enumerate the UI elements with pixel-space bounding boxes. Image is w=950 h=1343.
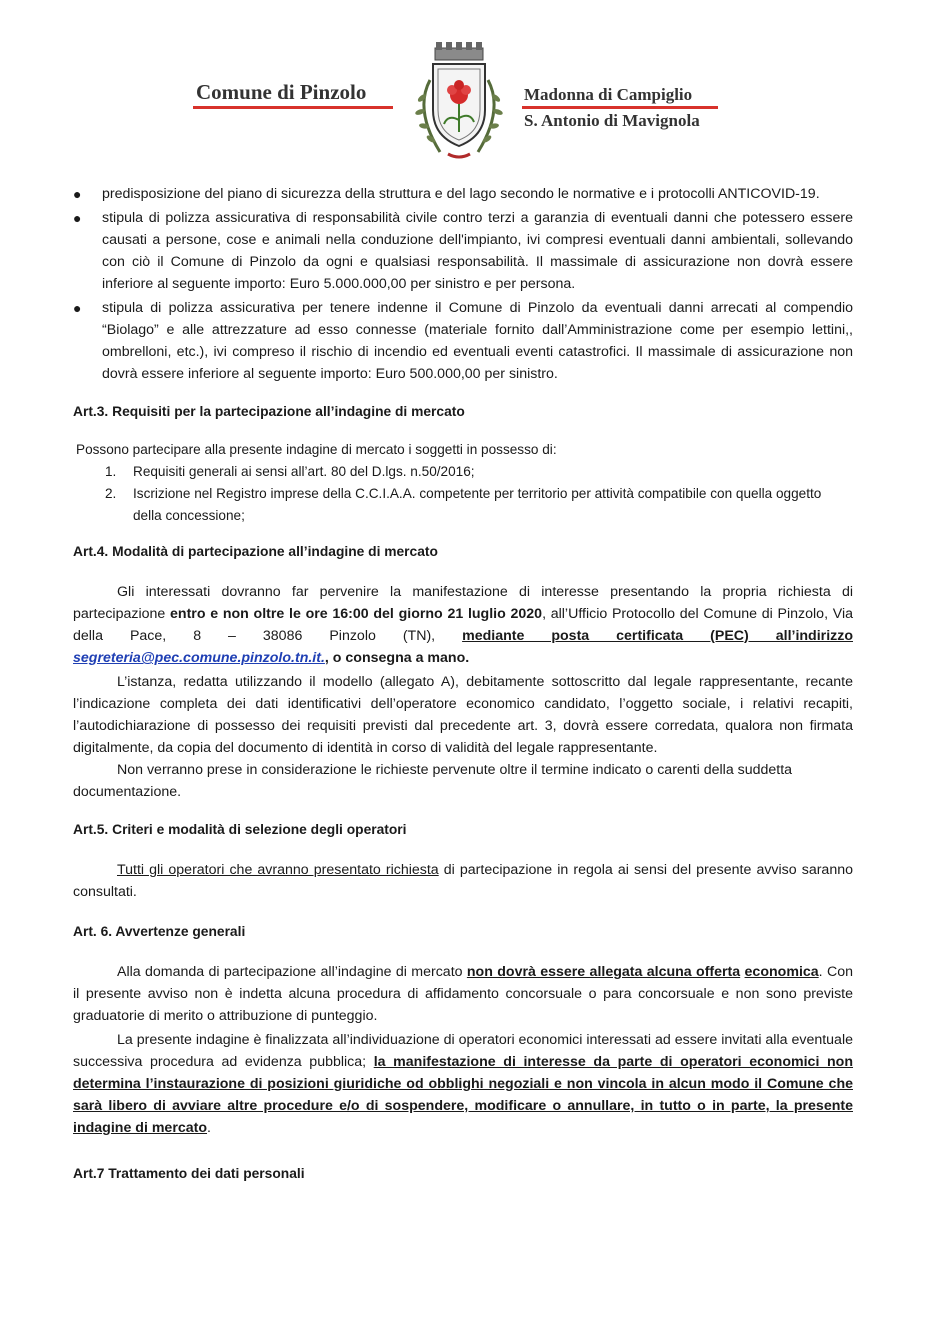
municipal-crest-icon (400, 40, 518, 164)
list-item: 2. Iscrizione nel Registro imprese della C.C.I.A.A. competente per territorio per attività compatibile con quella oggetto della concessione; (105, 486, 822, 523)
list-item: 1. Requisiti generali ai sensi all’art. 80 del D.lgs. n.50/2016; (105, 464, 475, 479)
art4-paragraph-1: Gli interessati dovranno far pervenire la manifestazione di interesse presentando la propria richiesta di partecipazione entro e non oltre le ore 16:00 del giorno 21 luglio 2020, all’Ufficio Protocollo del Comune di Pinzolo, Via della Pace, 8 – 38086 Pinzolo (TN), mediante posta certificata (PEC) all’indirizzo segreteria@pec.comune.pinzolo.tn.it., o consegna a mano. (73, 584, 853, 666)
left-red-rule (193, 106, 393, 109)
art7-heading: Art.7 Trattamento dei dati personali (73, 1166, 305, 1181)
art6-heading: Art. 6. Avvertenze generali (73, 924, 246, 939)
requirements-list (73, 461, 853, 527)
bullet-icon: ● (73, 300, 82, 316)
document-header (0, 0, 950, 170)
list-item: ● stipula di polizza assicurativa di responsabilità civile contro terzi a garanzia di eventuali danni che potessero essere causati a persone, cose e animali nella conduzione dell'impianto, ivi compresi eventuali danni ambientali, sollevando con ciò il Comune di Pinzolo da ogni e qualsiasi responsabilità. Il massimale di assicurazione non dovrà essere inferiore al seguente importo: Euro 5.000.000,00 per sinistro e per persona. (73, 207, 853, 295)
art4-paragraph-2: L’istanza, redatta utilizzando il modello (allegato A), debitamente sottoscritto dal legale rappresentante, recante l’indicazione completa dei dati identificativi dell’operatore economico candidato, l’oggetto sociale, i relativi recapiti, l’autodichiarazione di possesso dei requisiti previsti dal precedente art. 3, dovrà essere corredata, qualora non firmata digitalmente, da copia del documento di identità in corso di validità del legale rappresentante. (73, 674, 853, 756)
list-item: ● stipula di polizza assicurativa per tenere indenne il Comune di Pinzolo da eventuali danni arrecati al compendio “Biolago” e alle attrezzature ad esso connesse (materiale fornito dall’Amministrazione come per esempio lettini,, ombrelloni, etc.), ivi compreso il rischio di incendio ed eventuali eventi catastrofici. Il massimale di assicurazione non dovrà essere inferiore al seguente importo: Euro 500.000,00 per sinistro. (73, 297, 853, 385)
art4-heading: Art.4. Modalità di partecipazione all’indagine di mercato (73, 544, 438, 559)
art6-paragraph-2: La presente indagine è finalizzata all’individuazione di operatori economici interessati ad essere invitati alla eventuale successiva procedura ad evidenza pubblica; la manifestazione di interesse da parte di operatori economici non determina l’instaurazione di posizioni giuridiche od obblighi negoziali e non vincola in alcun modo il Comune che sarà libero di avviare altre procedure e/o di sospendere, modificare o annullare, in tutto o in parte, la presente indagine di mercato. (73, 1032, 854, 1136)
list-item: ● predisposizione del piano di sicurezza della struttura e del lago secondo le normative e i protocolli ANTICOVID-19. (73, 183, 853, 205)
municipality-title: Comune di Pinzolo (196, 80, 367, 104)
bullet-icon: ● (73, 210, 82, 226)
art3-heading: Art.3. Requisiti per la partecipazione all’indagine di mercato (73, 404, 465, 419)
bullet-icon: ● (73, 186, 82, 202)
art6-paragraph-1: Alla domanda di partecipazione all’indagine di mercato non dovrà essere allegata alcuna offerta economica. Con il presente avviso non è indetta alcuna procedura di affidamento concorsuale o para concorsuale e non sono previste graduatorie di merito o attribuzione di punteggio. (73, 964, 853, 1024)
frazione-madonna-di-campiglio: Madonna di Campiglio (524, 85, 693, 104)
art4-paragraph-3: Non verranno prese in considerazione le richieste pervenute oltre il termine indicato o carenti della suddetta documentazione. (73, 762, 793, 800)
obligations-list (73, 183, 853, 385)
art5-paragraph-1: Tutti gli operatori che avranno presentato richiesta di partecipazione in regola ai sensi del presente avviso saranno consultati. (73, 862, 853, 900)
pec-email-link[interactable]: segreteria@pec.comune.pinzolo.tn.it. (73, 650, 325, 666)
art5-heading: Art.5. Criteri e modalità di selezione degli operatori (73, 822, 407, 837)
frazione-sant-antonio: S. Antonio di Mavignola (524, 111, 700, 130)
art3-intro: Possono partecipare alla presente indagine di mercato i soggetti in possesso di: (76, 442, 557, 457)
frazioni-block (524, 82, 700, 134)
document-body (73, 183, 853, 1185)
